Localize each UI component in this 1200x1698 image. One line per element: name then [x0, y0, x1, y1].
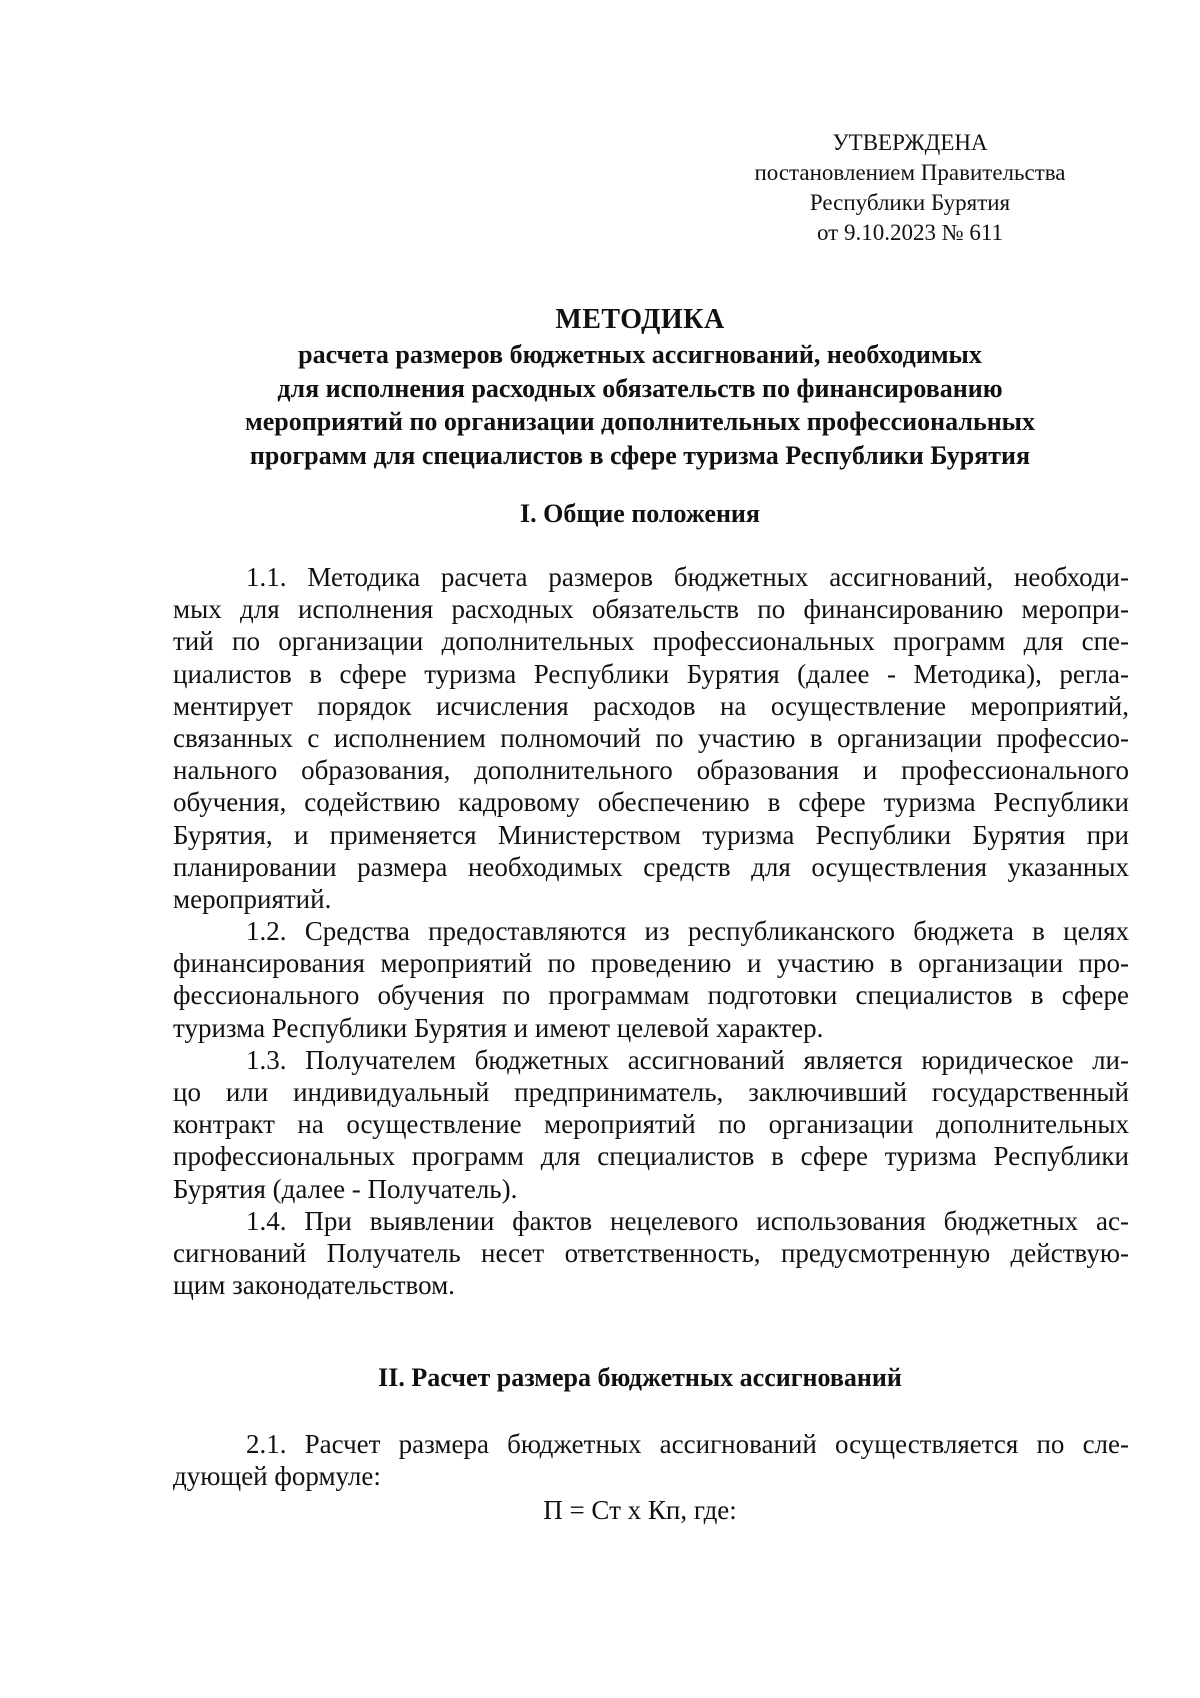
text-line: щим законодательством. — [173, 1270, 455, 1301]
paragraph-1-3 — [173, 1044, 1129, 1205]
paragraph-1-2 — [173, 915, 1129, 1044]
text-line: Бурятия (далее - Получатель). — [173, 1173, 518, 1204]
text-line: нального образования, дополнительного образования и профессионального — [173, 755, 1129, 786]
formula: П = Ст х Кп, где: — [543, 1495, 737, 1525]
approval-line: УТВЕРЖДЕНА — [832, 130, 988, 155]
text-line: 2.1. Расчет размера бюджетных ассигнований осуществляется по сле- — [246, 1429, 1129, 1459]
text-line: фессионального обучения по программам подготовки специалистов в сфере — [173, 980, 1129, 1011]
section-body-general — [173, 561, 1129, 1301]
text-line: связанных с исполнением полномочий по участию в организации профессио- — [173, 722, 1129, 753]
text-line: 1.2. Средства предоставляются из республиканского бюджета в целях — [246, 916, 1129, 947]
approval-line: Республики Бурятия — [809, 190, 1011, 215]
text-line: профессиональных программ для специалистов в сфере туризма Республики — [173, 1141, 1129, 1172]
text-line: Бурятия, и применяется Министерством туризма Республики Бурятия при — [173, 819, 1129, 850]
text-line: обучения, содействию кадровому обеспечению в сфере туризма Республики — [173, 787, 1129, 818]
section-body-calculation — [173, 1428, 1129, 1492]
text-line: ментирует порядок исчисления расходов на осуществление мероприятий, — [173, 690, 1129, 721]
title-line: расчета размеров бюджетных ассигнований, необходимых — [298, 340, 982, 369]
title-line: программ для специалистов в сфере туризма Республики Бурятия — [249, 440, 1031, 470]
text-line: 1.1. Методика расчета размеров бюджетных ассигнований, необходи- — [246, 562, 1129, 592]
text-line: мероприятий. — [173, 883, 332, 914]
approval-block — [720, 128, 1100, 248]
text-line: планировании размера необходимых средств для осуществления указанных — [173, 851, 1129, 882]
text-line: финансирования мероприятий по проведению и участию в организации про- — [173, 948, 1129, 979]
text-line: 1.4. При выявлении фактов нецелевого использования бюджетных ас- — [246, 1205, 1129, 1236]
section-heading-general: I. Общие положения — [520, 499, 760, 528]
text-line: контракт на осуществление мероприятий по организации дополнительных — [173, 1109, 1129, 1140]
text-line: тий по организации дополнительных профессиональных программ для спе- — [173, 626, 1129, 657]
text-line: мых для исполнения расходных обязательств по финансированию меропри- — [173, 594, 1129, 625]
text-line: сигнований Получатель несет ответственность, предусмотренную действую- — [173, 1237, 1129, 1268]
approval-line: от 9.10.2023 № 611 — [816, 220, 1004, 245]
text-line: дующей формуле: — [173, 1461, 381, 1492]
section-heading-calculation: II. Расчет размера бюджетных ассигнований — [378, 1363, 902, 1392]
paragraph-1-4 — [173, 1205, 1129, 1302]
title-line: для исполнения расходных обязательств по финансированию — [277, 373, 1003, 403]
title-subtitle — [150, 338, 1130, 472]
title-main: МЕТОДИКА — [555, 304, 725, 335]
text-line: 1.3. Получателем бюджетных ассигнований является юридическое ли- — [246, 1044, 1129, 1075]
paragraph-2-1 — [173, 1428, 1129, 1492]
text-line: цо или индивидуальный предприниматель, заключивший государственный — [173, 1077, 1129, 1107]
document-title — [150, 302, 1130, 472]
text-line: циалистов в сфере туризма Республики Бурятия (далее - Методика), регла- — [173, 658, 1129, 689]
title-line: мероприятий по организации дополнительных профессиональных — [245, 407, 1035, 436]
paragraph-1-1 — [173, 561, 1129, 915]
text-line: туризма Республики Бурятия и имеют целевой характер. — [173, 1012, 824, 1043]
approval-line: постановлением Правительства — [754, 160, 1066, 185]
